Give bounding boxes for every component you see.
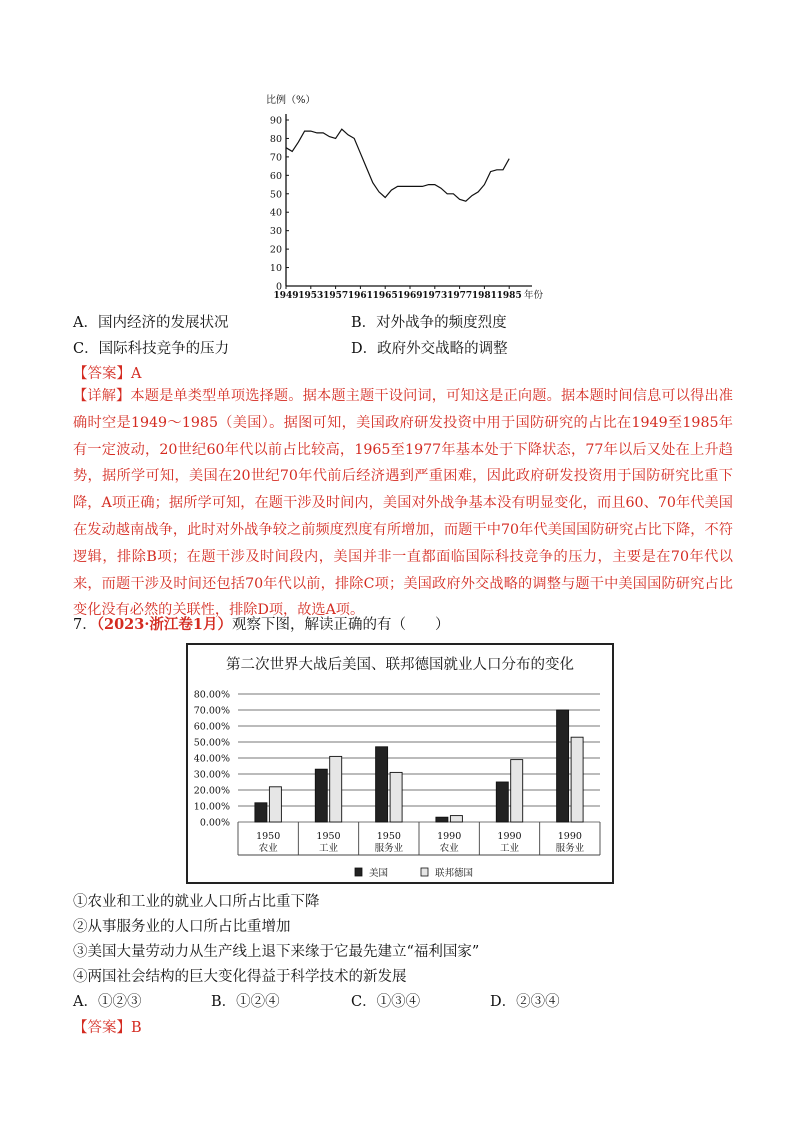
- y-tick-label: 70.00%: [193, 705, 230, 717]
- bar-west-germany-5: [571, 737, 583, 822]
- x-tick-label: 1961: [347, 291, 373, 301]
- x-tick-label: 1985: [496, 291, 522, 301]
- bar-usa-5: [557, 710, 569, 822]
- x-category-year: 1990: [437, 831, 462, 842]
- y-tick-label: 80: [269, 133, 282, 145]
- x-category-year: 1990: [497, 831, 522, 842]
- y-tick-label: 40.00%: [193, 753, 230, 765]
- y-tick-label: 20.00%: [193, 785, 230, 797]
- y-tick-label: 50: [269, 189, 282, 201]
- bar-usa-3: [436, 817, 448, 822]
- chart-legend: [355, 867, 473, 879]
- statement-2: ②从事服务业的人口所占比重增加: [73, 919, 291, 935]
- bar-west-germany-2: [390, 772, 402, 822]
- bar-west-germany-4: [511, 760, 523, 822]
- legend-label-usa: 美国: [369, 868, 389, 879]
- statement-4: ④两国社会结构的巨大变化得益于科学技术的新发展: [73, 969, 407, 985]
- answer-label-7: 【答案】B: [73, 1020, 142, 1036]
- y-axis-label: 比例（%）: [266, 95, 316, 106]
- bar-usa-4: [496, 782, 508, 822]
- option7-c: C．①③④: [351, 994, 421, 1010]
- x-tick-label: 1969: [397, 291, 423, 301]
- x-tick-label: 1957: [323, 291, 349, 301]
- x-category-year: 1990: [557, 831, 582, 842]
- y-tick-label: 30.00%: [193, 769, 230, 781]
- y-tick-label: 20: [269, 244, 282, 256]
- series-line-defense-share: [286, 129, 509, 201]
- explanation-paragraph: 【详解】本题是单类型单项选择题。据本题主题干设问词，可知这是正向题。据本题时间信息可以得出准确时空是1949～1985（美国）。据图可知，美国政府研发投资中用于国防研究的占比在1949至1985年有一定波动，20世纪60年代以前占比较高，1965至1977年基本处于下降状态，77年以后又处在上升趋势，据所学可知，美国在20世纪70年代前后经济遇到严重困难，因此政府研发投资用于国防研究比重下降，A项正确；据所学可知，在题干涉及时间内，美国对外战争基本没有明显变化，而且60、70年代美国在发动越南战争，此时对外战争较之前频度烈度有所增加，而题干中70年代美国国防研究占比下降，不符逻辑，排除B项；在题干涉及时间段内，美国并非一直都面临国际科技竞争的压力，主要是在70年代以来，而题干涉及时间还包括70年代以前，排除C项；美国政府外交战略的调整与题干中美国国防研究占比变化没有必然的关联性，排除D项，故选A项。: [73, 388, 733, 619]
- bar-usa-2: [376, 747, 388, 822]
- y-tick-label: 0.00%: [199, 817, 230, 829]
- legend-swatch-usa: [355, 868, 362, 876]
- x-category-year: 1950: [316, 831, 341, 842]
- x-tick-label: 1965: [372, 291, 398, 301]
- statement-3: ③美国大量劳动力从生产线上退下来缘于它最先建立“福利国家”: [73, 944, 480, 960]
- y-tick-label: 0: [275, 281, 282, 293]
- y-tick-label: 70: [269, 152, 282, 164]
- answer-label: 【答案】A: [73, 366, 142, 382]
- y-tick-label: 10: [269, 263, 282, 275]
- statement-1: ①农业和工业的就业人口所占比重下降: [73, 894, 320, 910]
- option-d: D．政府外交战略的调整: [351, 341, 508, 357]
- y-tick-label: 10.00%: [193, 801, 230, 813]
- question-number: 7．: [73, 617, 97, 633]
- bar-west-germany-1: [330, 756, 342, 822]
- x-tick-label: 1977: [447, 291, 473, 301]
- employment-bar-chart-frame: [186, 643, 614, 884]
- x-category-sector: 工业: [318, 843, 339, 854]
- x-category-sector: 服务业: [555, 843, 585, 854]
- x-category-sector: 服务业: [374, 843, 404, 854]
- bar-west-germany-3: [450, 816, 462, 822]
- x-category-sector: 农业: [258, 843, 278, 854]
- x-category-sector: 农业: [439, 843, 459, 854]
- x-category-year: 1950: [376, 831, 401, 842]
- y-tick-label: 60: [269, 170, 282, 182]
- employment-bar-chart: [188, 645, 612, 882]
- x-category-sector: 工业: [499, 843, 520, 854]
- x-tick-label: 1981: [471, 291, 497, 301]
- y-tick-label: 80.00%: [193, 689, 230, 701]
- option-a: A．国内经济的发展状况: [73, 315, 229, 331]
- defense-research-line-chart: [262, 90, 552, 305]
- legend-swatch-west-germany: [421, 868, 428, 876]
- y-tick-label: 60.00%: [193, 721, 230, 733]
- option-b: B．对外战争的频度烈度: [351, 315, 507, 331]
- legend-label-west-germany: 联邦德国: [435, 868, 474, 879]
- x-tick-label: 1973: [422, 291, 448, 301]
- question-7-stem: [73, 613, 449, 634]
- question-source-tag: （2023·浙江卷1月）: [96, 616, 232, 633]
- x-category-year: 1950: [256, 831, 281, 842]
- bar-usa-1: [315, 769, 327, 822]
- option7-d: D．②③④: [490, 994, 560, 1010]
- y-tick-label: 90: [269, 115, 282, 127]
- y-tick-label: 50.00%: [193, 737, 230, 749]
- question-text: 观察下图，解读正确的有（ ）: [231, 617, 450, 633]
- option7-b: B．①②④: [211, 994, 280, 1010]
- y-tick-label: 30: [269, 226, 282, 238]
- option7-a: A．①②③: [73, 994, 142, 1010]
- chart-title: 第二次世界大战后美国、联邦德国就业人口分布的变化: [226, 657, 574, 673]
- bar-usa-0: [255, 803, 267, 822]
- option-c: C．国际科技竞争的压力: [73, 341, 230, 357]
- x-tick-label: 1953: [298, 291, 324, 301]
- bar-west-germany-0: [269, 787, 281, 822]
- y-tick-label: 40: [269, 207, 282, 219]
- x-axis-suffix-label: 年份: [524, 290, 544, 301]
- x-tick-label: 1949: [273, 291, 299, 301]
